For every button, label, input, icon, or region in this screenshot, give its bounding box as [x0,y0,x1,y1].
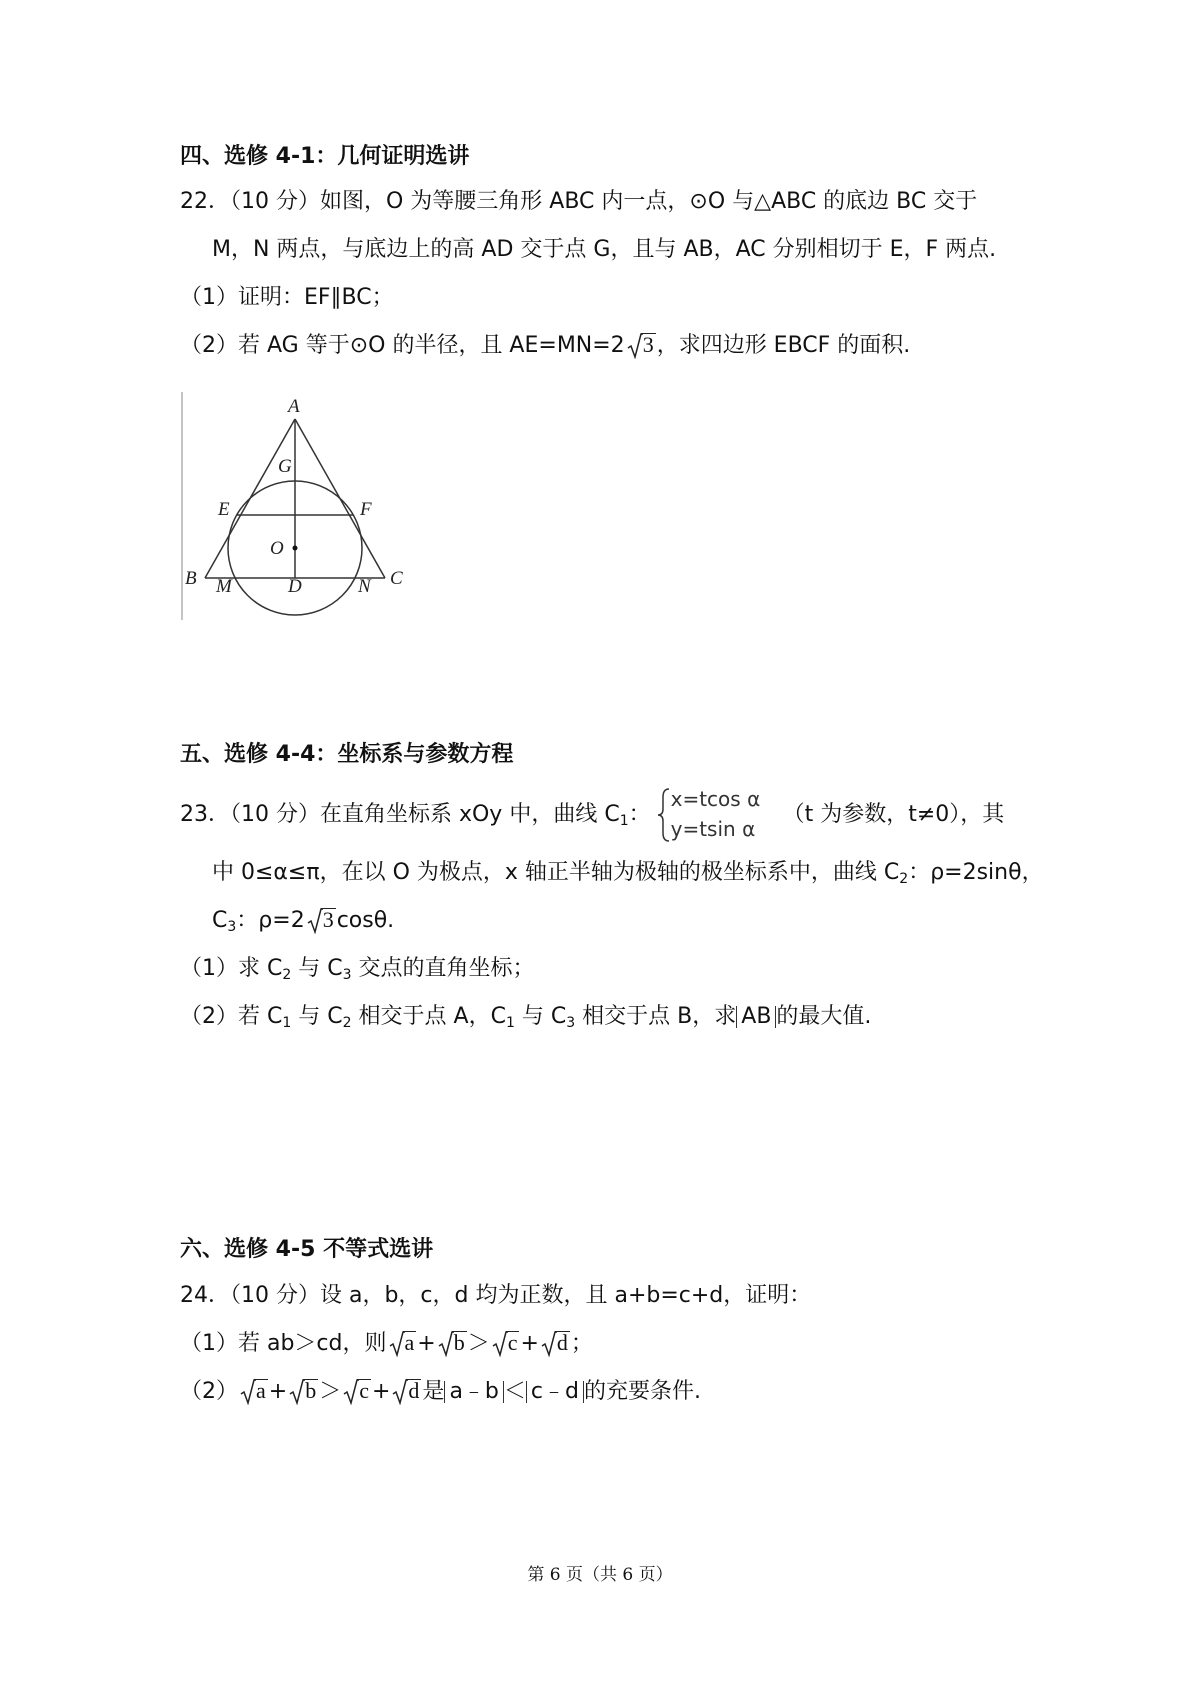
abs-c-minus-d: c﹣d [526,1381,584,1403]
sqrt-radicand-d: d [556,1330,568,1355]
sqrt-d [392,1377,421,1407]
plus-sign: + [371,1379,391,1404]
sqrt-radicand: 3 [322,907,334,932]
q24p2-b: 是 [422,1379,445,1404]
q23p2-s1: 1 [282,1015,292,1031]
plus-sign: + [268,1379,288,1404]
q23p1-c: 交点的直角坐标； [351,956,535,981]
label-e: E [218,499,230,520]
q23-text-b: （t 为参数，t≠0），其 [782,802,1005,827]
sqrt-a [240,1377,268,1407]
sqrt-radicand-c: c [507,1330,518,1355]
geometry-figure [180,392,420,628]
label-d: D [288,576,302,597]
q23p2-s2: 2 [342,1015,352,1031]
q23-text-a: 23．（10 分）在直角坐标系 xOy 中，曲线 C [180,802,620,827]
gt-sign: ＞ [467,1331,490,1356]
label-a: A [288,396,300,417]
q23p2-s3: 1 [505,1015,515,1031]
question-23-line-3 [212,906,394,942]
q22p2-text-b: ，求四边形 EBCF 的面积. [656,333,911,358]
q23l3-text-b: ：ρ=2 [236,908,305,933]
sqrt-3 [627,331,656,361]
q23l3-text-a: C [212,908,228,933]
param-eq-x: x=tcos α [670,787,761,811]
label-f: F [360,499,372,520]
q22-text-b: 与△ABC 的底边 BC 交于 [725,189,978,214]
label-c: C [390,568,403,589]
label-g: G [278,456,292,477]
label-n: N [358,576,371,597]
q24p1-a: （1）若 ab＞cd，则 [180,1331,387,1356]
semicolon: ； [570,1331,593,1356]
center-o-dot [293,546,298,551]
question-24-part-1 [180,1329,593,1359]
q23l3-text-c: cosθ. [336,908,395,933]
q23l3-sub: 3 [227,919,237,935]
param-equation-system [657,787,777,843]
sqrt-d [541,1329,570,1359]
abs-a-minus-b: a﹣b [444,1381,503,1403]
q22p2-text-a: （2）若 AG 等于⊙O 的半径，且 AE=MN=2 [180,333,625,358]
sqrt-c [492,1329,520,1359]
q23p2-c: 相交于点 A，C [351,1004,506,1029]
gt-sign: ＞ [319,1379,342,1404]
abs-ab: AB [736,1006,776,1028]
sqrt-radicand-b: b [305,1378,317,1403]
page-footer: 第 6 页（共 6 页） [527,1565,673,1585]
sqrt-c [343,1377,371,1407]
q23-sub-1: 1 [619,813,629,829]
plus-sign: + [520,1331,539,1356]
q23p2-b: 与 C [291,1004,343,1029]
q23-colon: ： [628,802,651,827]
q23l2-text-a: 中 0≤α≤π，在以 O 为极点，x 轴正半轴为极轴的极坐标系中，曲线 C [212,860,900,885]
sqrt-radicand-d: d [408,1378,420,1403]
question-22-part-2 [180,331,910,361]
sqrt-b [289,1377,318,1407]
param-eq-y: y=tsin α [670,817,756,841]
question-24-line-1: 24．（10 分）设 a，b，c，d 均为正数，且 a+b=c+d，证明： [180,1283,812,1308]
sqrt-radicand-a: a [256,1378,266,1403]
question-22-line-2: M，N 两点，与底边上的高 AD 交于点 G，且与 AB，AC 分别相切于 E，F 两点. [212,237,997,262]
lt-sign: ＜ [503,1379,526,1404]
geometry-diagram [180,392,420,622]
question-22-part-1: （1）证明：EF∥BC； [180,285,394,310]
sqrt-radicand: 3 [642,332,654,357]
question-22-line-1 [180,187,977,217]
q24p2-c: 的充要条件. [583,1379,701,1404]
sqrt-radicand-c: c [359,1378,369,1403]
circle-o-symbol: ⊙O [689,189,726,214]
q24p2-a: （2） [180,1379,238,1404]
label-o: O [270,538,284,559]
section-heading-6: 六、选修 4-5 不等式选讲 [180,1237,434,1262]
question-23-line-2 [212,858,1044,894]
plus-sign: + [417,1331,436,1356]
label-b: B [185,568,197,589]
question-24-part-2 [180,1377,701,1407]
q23p2-f: 的最大值. [776,1004,872,1029]
section-heading-4: 四、选修 4-1：几何证明选讲 [180,144,470,169]
section-heading-5: 五、选修 4-4：坐标系与参数方程 [180,742,514,767]
sqrt-3-c3 [307,906,336,936]
q23p1-s1: 2 [282,967,292,983]
q23l2-text-b: ：ρ=2sinθ， [908,860,1044,885]
label-m: M [216,576,232,597]
q23p2-d: 与 C [514,1004,567,1029]
question-23-line-1 [180,785,1004,845]
sqrt-radicand-a: a [404,1330,415,1355]
q23p1-a: （1）求 C [180,956,283,981]
q23l2-sub: 2 [899,871,909,887]
q23p2-a: （2）若 C [180,1004,283,1029]
sqrt-radicand-b: b [453,1330,465,1355]
sqrt-b [438,1329,467,1359]
q23p1-s2: 3 [342,967,352,983]
sqrt-a [389,1329,417,1359]
question-23-part-2 [180,1002,871,1038]
question-23-part-1 [180,954,535,990]
q23p2-e: 相交于点 B，求 [575,1004,737,1029]
q22-text-a: 22．（10 分）如图，O 为等腰三角形 ABC 内一点， [180,189,690,214]
q23p2-s4: 3 [566,1015,576,1031]
q23p1-b: 与 C [291,956,343,981]
